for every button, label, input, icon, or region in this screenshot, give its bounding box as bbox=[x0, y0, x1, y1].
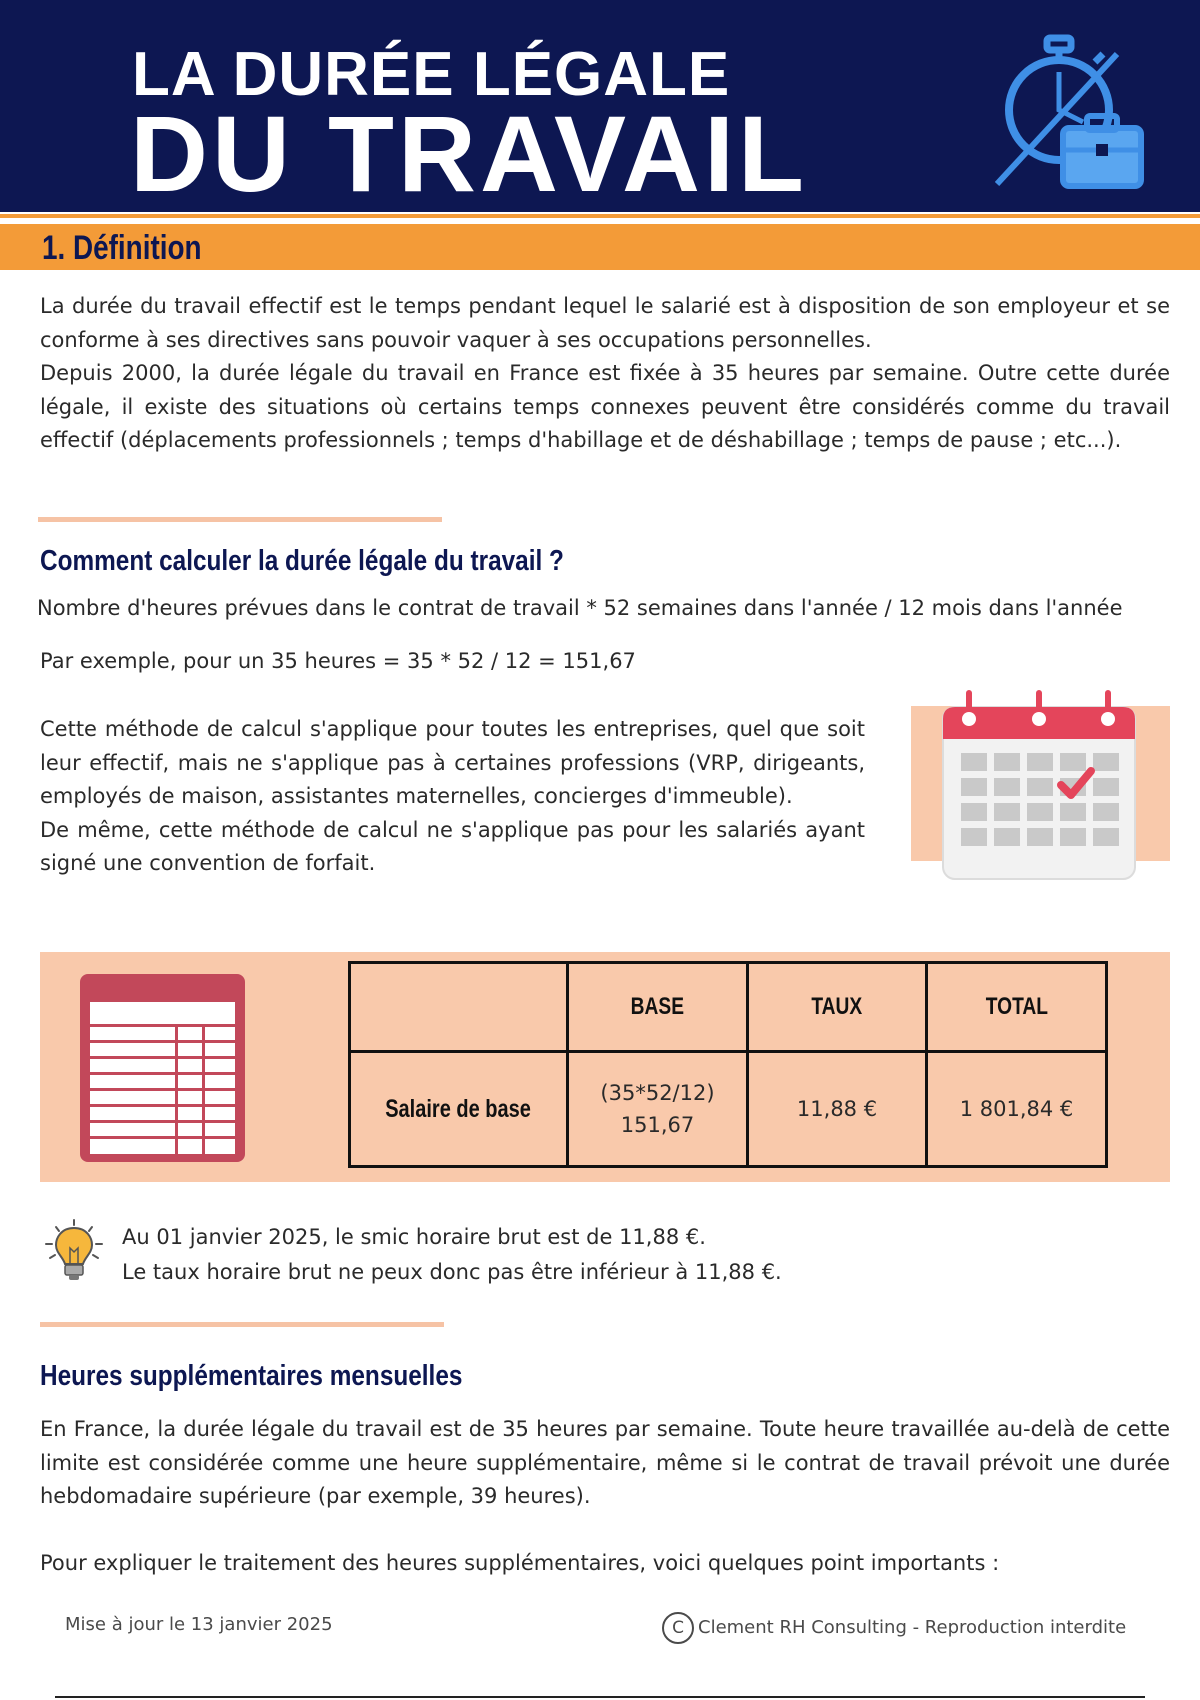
calcul-heading: Comment calculer la durée légale du travail ? bbox=[40, 545, 564, 577]
cell-base-formula: (35*52/12) bbox=[600, 1081, 715, 1105]
table-header-empty bbox=[350, 963, 568, 1052]
definition-text bbox=[40, 290, 1170, 458]
header-accent-line bbox=[0, 214, 1200, 218]
cell-base bbox=[568, 1052, 748, 1167]
table-row bbox=[350, 1052, 1107, 1167]
stopwatch-briefcase-icon bbox=[995, 32, 1170, 197]
cell-base-value: 151,67 bbox=[620, 1113, 695, 1137]
calendar-icon bbox=[905, 685, 1170, 880]
heures-sup-heading: Heures supplémentaires mensuelles bbox=[40, 1360, 463, 1392]
definition-paragraph-2: Depuis 2000, la durée légale du travail en France est fixée à 35 heures par semaine. Outre cette durée légale, il existe des situations où certains temps connexes peuvent être considérés comme du travail effectif (déplacements professionnels ; temps d'habillage et de déshabillage ; temps de pause ; etc...). bbox=[40, 361, 1170, 452]
header-banner bbox=[0, 0, 1200, 212]
heures-sup-paragraph: En France, la durée légale du travail est de 35 heures par semaine. Toute heure travaillée au-delà de cette limite est considérée comme une heure supplémentaire, même si le contrat de travail prévoit une durée hebdomadaire supérieure (par exemple, 39 heures). bbox=[40, 1417, 1170, 1508]
salary-table-block bbox=[40, 952, 1170, 1182]
table-header-taux: TAUX bbox=[748, 963, 927, 1052]
calcul-text bbox=[40, 713, 865, 881]
section-bar-definition bbox=[0, 224, 1200, 270]
title-line-1: LA DURÉE LÉGALE bbox=[132, 40, 731, 109]
lightbulb-icon bbox=[44, 1218, 104, 1284]
title-line-2: DU TRAVAIL bbox=[130, 93, 808, 214]
copyright-icon: C bbox=[662, 1612, 694, 1644]
spreadsheet-icon bbox=[80, 974, 245, 1162]
divider bbox=[38, 517, 442, 522]
calcul-paragraph-2: De même, cette méthode de calcul ne s'applique pas pour les salariés ayant signé une convention de forfait. bbox=[40, 817, 865, 875]
calcul-formula: Nombre d'heures prévues dans le contrat de travail * 52 semaines dans l'année / 12 mois dans l'année bbox=[37, 596, 1123, 620]
calcul-example: Par exemple, pour un 35 heures = 35 * 52 / 12 = 151,67 bbox=[40, 649, 636, 673]
definition-paragraph-1: La durée du travail effectif est le temps pendant lequel le salarié est à disposition de son employeur et se conforme à ses directives sans pouvoir vaquer à ses occupations personnelles. bbox=[40, 294, 1170, 352]
tip-line-2: Le taux horaire brut ne peux donc pas être inférieur à 11,88 €. bbox=[122, 1260, 782, 1284]
heures-sup-intro: Pour expliquer le traitement des heures supplémentaires, voici quelques point importants : bbox=[40, 1551, 1000, 1575]
salary-table bbox=[348, 961, 1108, 1168]
cell-total: 1 801,84 € bbox=[927, 1052, 1107, 1167]
row-label: Salaire de base bbox=[350, 1052, 568, 1167]
heures-sup-text bbox=[40, 1413, 1170, 1514]
cell-taux: 11,88 € bbox=[748, 1052, 927, 1167]
footer-update-date: Mise à jour le 13 janvier 2025 bbox=[65, 1614, 333, 1635]
table-header-row bbox=[350, 963, 1107, 1052]
calcul-paragraph-1: Cette méthode de calcul s'applique pour toutes les entreprises, quel que soit leur effectif, mais ne s'applique pas à certaines professions (VRP, dirigeants, employés de maison, assistantes maternelles, concierges d'immeuble). bbox=[40, 717, 865, 808]
table-header-base: BASE bbox=[568, 963, 748, 1052]
footer-copyright-text: Clement RH Consulting - Reproduction interdite bbox=[698, 1617, 1127, 1638]
footer-copyright bbox=[662, 1612, 1126, 1644]
section-title: 1. Définition bbox=[42, 229, 202, 267]
bottom-rule bbox=[55, 1696, 1145, 1698]
divider-2 bbox=[40, 1322, 444, 1327]
table-header-total: TOTAL bbox=[927, 963, 1107, 1052]
tip-line-1: Au 01 janvier 2025, le smic horaire brut est de 11,88 €. bbox=[122, 1225, 706, 1249]
